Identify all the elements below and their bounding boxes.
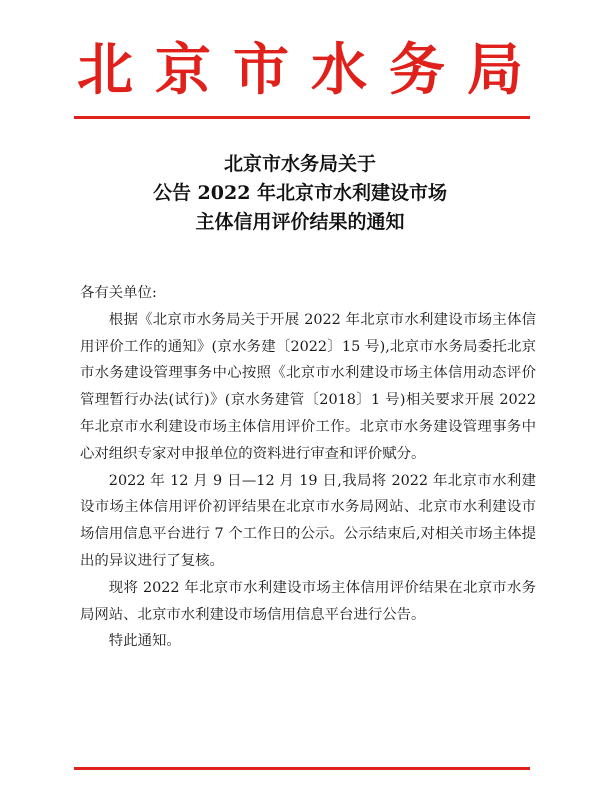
title-line-3: 主体信用评价结果的通知 — [195, 211, 405, 233]
title-line-2: 公告 2022 年北京市水利建设市场 — [152, 182, 448, 204]
footer-red-rule — [74, 767, 530, 770]
body-paragraph-3: 现将 2022 年北京市水利建设市场主体信用评价结果在北京市水务局网站、北京市水利建设市场信用信息平台进行公告。 — [80, 579, 536, 623]
title-line-1: 北京市水务局关于 — [223, 153, 376, 175]
letterhead-org-name: 北京市水务局 — [77, 37, 545, 103]
body-paragraph-1: 根据《北京市水务局关于开展 2022 年北京市水利建设市场主体信用评价工作的通知》(京水务建〔2022〕15 号),北京市水务局委托北京市水务建设管理事务中心按照《北京市水利建设市场主体信用动态评价管理暂行办法(试行)》(京水务建管〔2018〕1 号)相关要求开展 2022 年北京市水利建设市场主体信用评价工作。北京市水务建设管理事务中心对组织专家对申报单位的资料进行审查和评价赋分。 — [80, 311, 536, 462]
closing-line: 特此通知。 — [108, 633, 181, 650]
salutation: 各有关单位: — [80, 285, 157, 301]
body-paragraph-2: 2022 年 12 月 9 日—12 月 19 日,我局将 2022 年北京市水利建设市场主体信用评价初评结果在北京市水务局网站、北京市水利建设市场信用信息平台进行 7 个工作日的公示。公示结束后,对相关市场主体提出的异议进行了复核。 — [80, 472, 536, 569]
document-body — [80, 280, 536, 655]
letterhead-red-rule — [74, 116, 530, 119]
document-title — [0, 150, 600, 237]
